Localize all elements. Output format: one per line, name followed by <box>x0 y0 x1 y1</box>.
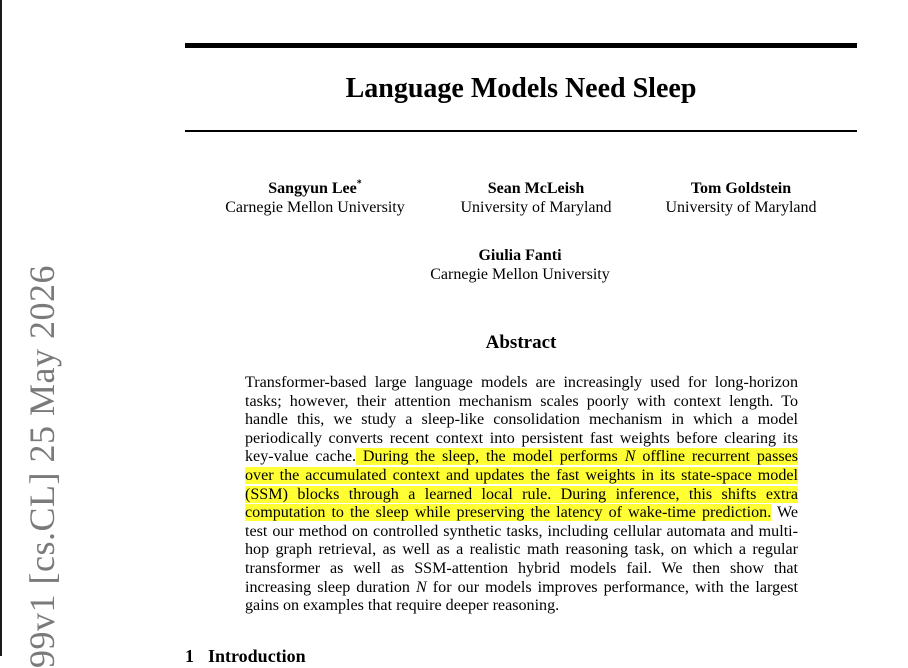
arxiv-identifier: 99v1 [cs.CL] 25 May 2026 <box>22 265 62 668</box>
section-number: 1 <box>185 646 194 666</box>
math-variable: N <box>624 448 636 466</box>
highlighted-text: During the sleep, the model performs N offline recurrent passes over the accumulated context and updates the fast weights in its state-space model (SSM) blocks through a learned local rule. During inference, this shifts extra computation to the sleep while preserving the latency of wake-time prediction. <box>245 448 799 522</box>
math-variable: N <box>416 578 427 596</box>
abstract-text: Transformer-based large language models are increasingly used for long-horizon tasks; however, their attention mechanism scales poorly with context length. To handle this, we study a sleep-like consolidation mechanism in which a model periodically converts recent context into persistent fast weights before clearing its key-value cache. <box>245 374 798 466</box>
section-title: Introduction <box>208 646 306 666</box>
abstract-body <box>245 374 798 616</box>
window-edge <box>0 0 2 656</box>
author-name: Giulia Fanti <box>478 247 562 264</box>
author-name: Sean McLeish <box>487 180 585 197</box>
paper-title: Language Models Need Sleep <box>345 73 697 104</box>
author-footnote-mark: * <box>356 178 362 190</box>
title-rule-bottom <box>185 130 857 132</box>
section-heading <box>185 645 320 667</box>
author-name: Sangyun Lee* <box>268 178 362 197</box>
author-name: Tom Goldstein <box>690 180 792 197</box>
author-block <box>416 179 656 217</box>
author-affiliation: University of Maryland <box>665 199 817 216</box>
author-affiliation: University of Maryland <box>460 199 612 216</box>
author-block <box>400 246 640 284</box>
author-affiliation: Carnegie Mellon University <box>430 266 610 283</box>
author-block <box>621 179 861 217</box>
title-rule-top <box>185 43 857 48</box>
abstract-text: for our models improves performance, with the largest gains on examples that require deeper reasoning. <box>245 578 798 615</box>
author-affiliation: Carnegie Mellon University <box>225 199 405 216</box>
author-block <box>195 179 435 217</box>
abstract-heading: Abstract <box>485 332 557 353</box>
abstract-text: We test our method on controlled synthetic tasks, including cellular automata and multi-hop graph retrieval, as well as a realistic math reasoning task, on which a regular transformer as well as SSM-attention hybrid models fail. We then show that increasing sleep duration <box>245 504 798 596</box>
